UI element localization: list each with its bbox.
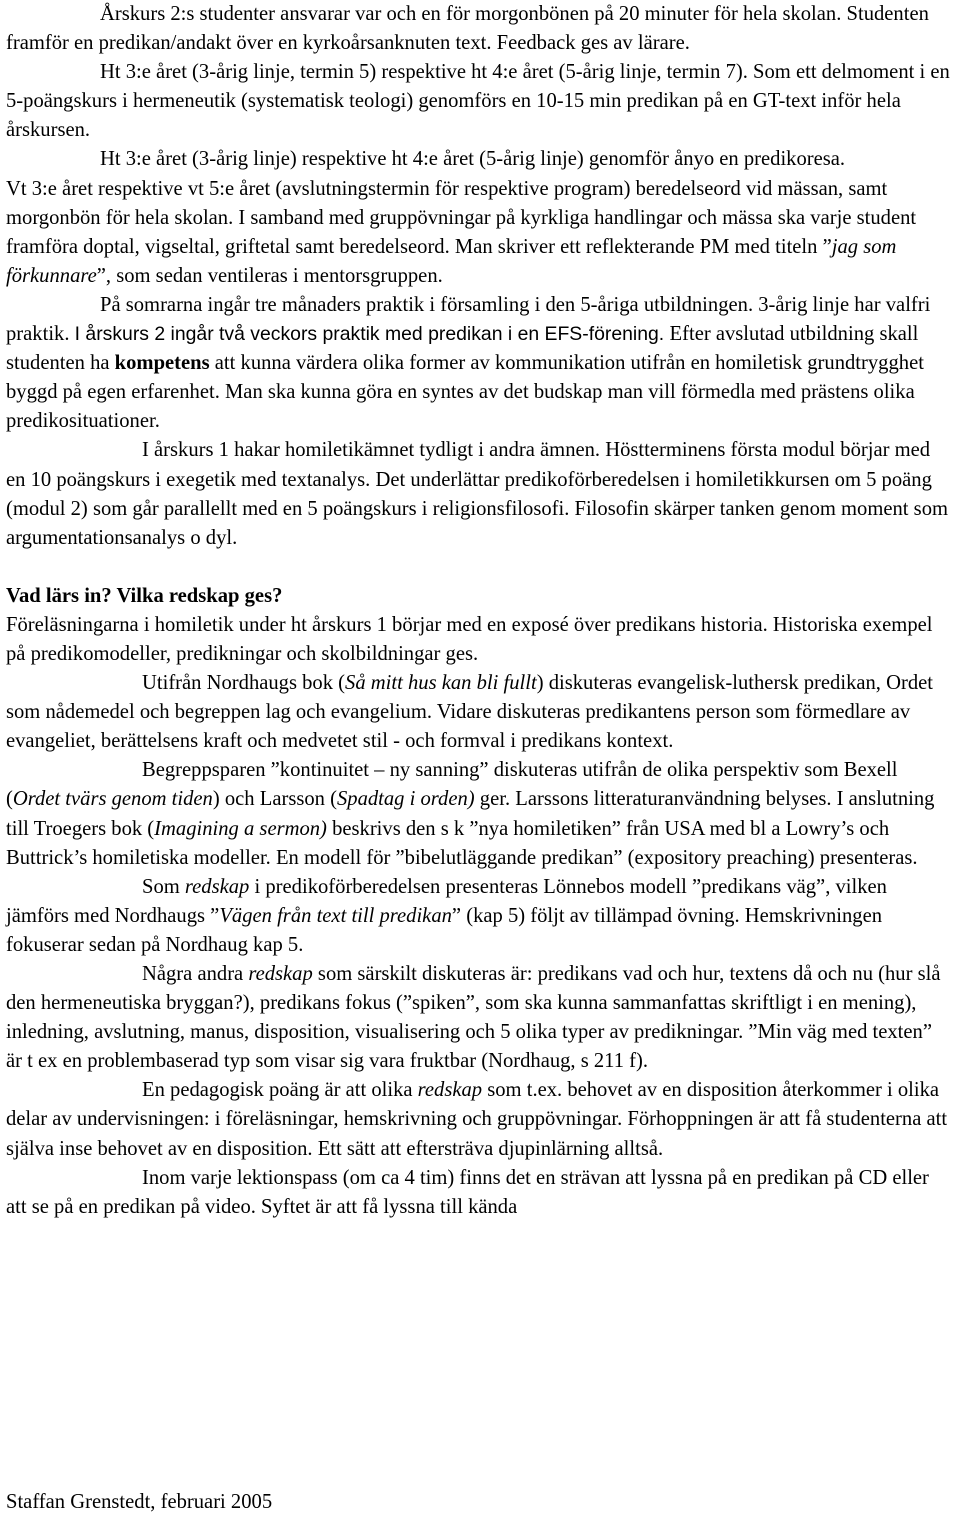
paragraph-morning-prayer: Årskurs 2:s studenter ansvarar var och en för morgonbönen på 20 minuter för hela skolan. Studenten framför en predikan/andakt över en kyrkoårsanknuten text. Feedback ges av lärare. — [6, 3, 929, 55]
section-heading: Vad lärs in? Vilka redskap ges? — [6, 584, 283, 607]
paragraph-summer-practice: På somrarna ingår tre månaders praktik i församling i den 5-åriga utbildningen. 3-årig linje har valfri praktik. I årskurs 2 ingår två veckors praktik med predikan i en EFS-förening. Efter avslutad utbildning skall studenten ha kompetens att kunna värdera olika former av kommunikation utifrån en homiletisk grundtrygghet byggd på egen erfarenhet. Man ska kunna göra en syntes av det budskap man vill förmedla med prästens olika predikosituationer. — [6, 293, 931, 433]
spacer — [6, 553, 950, 582]
paragraph-sermon-trip: Ht 3:e året (3-årig linje) respektive ht 4:e året (5-årig linje) genomför ånyo en predikoresa. — [100, 148, 846, 171]
paragraph-pedagogy: En pedagogisk poäng är att olika redskap som t.ex. behovet av en disposition återkommer i olika delar av undervisningen: i föreläsningar, hemskrivning och gruppövningar. Förhoppningen är att få studenterna att själva inse behovet av en disposition. Ett sätt att eftersträva djupinlärning alltså. — [6, 1079, 948, 1160]
paragraph-lesson-sessions: Inom varje lektionspass (om ca 4 tim) finns det en strävan att lyssna på en predikan på CD eller att se på en predikan på video. Syftet är att få lyssna till kända — [6, 1166, 929, 1218]
paragraph-concept-pairs: Begreppsparen ”kontinuitet – ny sanning” diskuteras utifrån de olika perspektiv som Bexell (Ordet tvärs genom tiden) och Larsson (Spadtag i orden) ger. Larssons litteraturanvändning belyses. I anslutning till Troegers bok (Imagining a sermon) beskrivs den s k ”nya homiletiken” från USA med bl a Lowry’s och Buttrick’s homiletiska modeller. En modell för ”bibelutläggande predikan” (expository preaching) presenteras. — [6, 759, 935, 869]
paragraph-hermeneutics-sermon: Ht 3:e året (3-årig linje, termin 5) respektive ht 4:e året (5-årig linje, termin 7). Som ett delmoment i en 5-poängskurs i hermeneutik (systematisk teologi) genomförs en 10-15 min predikan på en GT-text inför hela årskursen. — [6, 61, 950, 142]
paragraph-other-tools: Några andra redskap som särskilt diskuteras är: predikans vad och hur, textens då och nu (hur slå den hermeneutiska bryggan?), predikans fokus (”spiken”, som ska kunna sammanfattas skriftligt i en mening), inledning, avslutning, manus, disposition, visualisering och 5 olika typer av predikningar. ”Min väg med texten” är t ex en problembaserad typ som visar sig vara fruktbar (Nordhaug, s 211 f). — [6, 963, 941, 1073]
paragraph-first-year: I årskurs 1 hakar homiletikämnet tydligt i andra ämnen. Höstterminens första modul börjar med en 10 poängskurs i exegetik med textanalys. Det underlättar predikoförberedelsen i homiletikkursen om 5 poäng (modul 2) som går parallellt med en 5 poängskurs i religionsfilosofi. Filosofin skärper tanken genom moment som argumentationsanalys o dyl. — [6, 439, 949, 549]
document-body — [6, 0, 950, 1222]
paragraph-final-term: Vt 3:e året respektive vt 5:e året (avslutningstermin för respektive program) beredelseord vid mässan, samt morgonbön för hela skolan. I samband med gruppövningar på kyrkliga handlingar och mässa ska varje student framföra doptal, vigseltal, griftetal samt beredelseord. Man skriver ett reflekterande PM med titeln ”jag som förkunnare”, som sedan ventileras i mentorsgruppen. — [6, 177, 917, 287]
paragraph-tools-model: Som redskap i predikoförberedelsen presenteras Lönnebos modell ”predikans väg”, vilken jämförs med Nordhaugs ”Vägen från text till predikan” (kap 5) följt av tillämpad övning. Hemskrivningen fokuserar sedan på Nordhaug kap 5. — [6, 875, 887, 956]
paragraph-nordhaug: Utifrån Nordhaugs bok (Så mitt hus kan bli fullt) diskuteras evangelisk-luthersk predikan, Ordet som nådemedel och begreppen lag och evangelium. Vidare diskuteras predikantens person som förmedlare av evangeliet, berättelsens kraft och medvetet stil - och formval i predikans kontext. — [6, 672, 933, 753]
page-footer: Staffan Grenstedt, februari 2005 — [6, 1491, 273, 1513]
paragraph-lectures: Föreläsningarna i homiletik under ht årskurs 1 börjar med en exposé över predikans historia. Historiska exempel på predikomodeller, predikningar och skolbildningar ges. — [6, 613, 933, 665]
